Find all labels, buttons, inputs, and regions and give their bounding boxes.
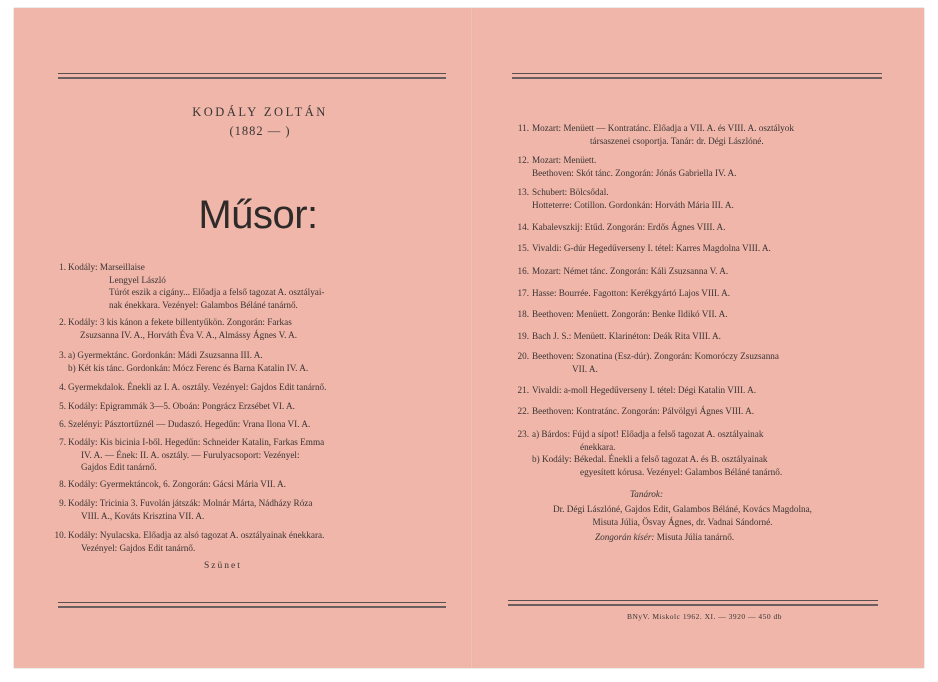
program-item — [59, 497, 313, 522]
program-item — [59, 349, 309, 374]
program-item — [517, 308, 728, 321]
program-item — [517, 154, 737, 179]
item-number: 22. — [517, 406, 529, 416]
composer-years: (1882 — ) — [229, 124, 291, 138]
program-item — [517, 405, 755, 418]
item-number: 12. — [517, 155, 529, 165]
item-number: 16. — [517, 266, 529, 276]
item-number: 8. — [59, 479, 66, 489]
item-number: 9. — [59, 498, 66, 508]
item-line: Zsuzsanna IV. A., Horváth Éva V. A., Almássy Ágnes V. A. — [80, 329, 298, 340]
program-item — [59, 418, 311, 431]
item-line: nak énekkara. Vezényel: Galambos Béláné tanárnő. — [109, 299, 298, 310]
item-line: Kodály: Kis bicinia I-ből. Hegedűn: Schneider Katalin, Farkas Emma — [68, 437, 325, 447]
item-number: 4. — [59, 382, 66, 392]
program-item — [54, 529, 325, 554]
item-line: Túrót eszik a cigány... Előadja a felső tagozat A. osztályai- — [109, 287, 325, 297]
item-line: a) Gyermektánc. Gordonkán: Mádi Zsuzsanna III. A. — [68, 350, 263, 360]
item-line: a) Bárdos: Fújd a sípot! Előadja a felső tagozat A. osztályainak — [532, 429, 764, 439]
item-number: 5. — [59, 401, 66, 411]
program-item — [517, 186, 734, 211]
item-line: Hotteterre: Cotillon. Gordonkán: Horváth Mária III. A. — [532, 199, 734, 210]
item-number: 15. — [517, 243, 529, 253]
item-line: Beethoven: Kontratánc. Zongorán: Pálvölgyi Ágnes VIII. A. — [532, 406, 755, 416]
item-line: Kodály: Gyermektáncok, 6. Zongorán: Gácsi Mária VII. A. — [68, 479, 286, 489]
program-item — [517, 330, 721, 343]
item-number: 6. — [59, 419, 66, 429]
item-line: Kodály: 3 kis kánon a fekete billentyűkön. Zongorán: Farkas — [68, 317, 292, 327]
teachers-line: Dr. Dégi Lászlóné, Gajdos Edit, Galambos Béláné, Kovács Magdolna, — [553, 504, 812, 514]
item-line: Vivaldi: G-dúr Hegedűverseny I. tétel: Karres Magdolna VIII. A. — [532, 243, 771, 253]
top-rule-left — [58, 73, 446, 79]
item-line: Kodály: Epigrammák 3—5. Oboán: Pongrácz Erzsébet VI. A. — [68, 401, 295, 411]
item-line: Beethoven: Szonatina (Esz-dúr). Zongorán: Komoróczy Zsuzsanna — [532, 351, 779, 361]
item-number: 3. — [59, 350, 66, 360]
item-line: Mozart: Német tánc. Zongorán: Káli Zsuzsanna V. A. — [532, 266, 729, 276]
program-item — [59, 261, 325, 311]
program-item — [59, 478, 286, 491]
teachers-heading: Tanárok: — [630, 489, 664, 499]
program-item — [59, 436, 325, 474]
item-line: Lengyel László — [109, 274, 166, 285]
program-item — [517, 428, 783, 478]
accompanist — [595, 532, 734, 542]
item-number: 14. — [517, 222, 529, 232]
item-line: VIII. A., Kováts Krisztina VII. A. — [81, 510, 205, 521]
item-line: egyesített kórusa. Vezényel: Galambos Béláné tanárnő. — [580, 466, 783, 477]
item-line: VII. A. — [572, 363, 598, 374]
page-title: Műsor: — [198, 193, 318, 237]
item-number: 11. — [517, 123, 529, 133]
bottom-rule-left — [58, 602, 446, 608]
item-line: énekkara. — [580, 441, 616, 452]
item-number: 20. — [517, 351, 529, 361]
item-line: Kodály: Marseillaise — [68, 262, 145, 272]
center-fold — [470, 8, 473, 668]
item-line: IV. A. — Ének: II. A. osztály. — Furulyacsoport: Vezényel: — [81, 449, 300, 460]
item-number: 2. — [59, 317, 66, 327]
bottom-rule-right — [508, 600, 878, 606]
accompanist-label: Zongorán kísér: — [595, 532, 655, 542]
item-line: Bach J. S.: Menüett. Klarinéton: Deák Rita VIII. A. — [532, 331, 721, 341]
program-item — [59, 400, 295, 413]
item-number: 7. — [59, 437, 66, 447]
teachers-line: Misuta Júlia, Ösvay Ágnes, dr. Vadnai Sándorné. — [592, 516, 773, 527]
item-line: b) Kodály: Békedal. Énekli a felső tagozat A. és B. osztályainak — [532, 454, 768, 464]
program-item — [517, 384, 757, 397]
item-line: Vezényel: Gajdos Edit tanárnő. — [81, 542, 196, 553]
item-number: 18. — [517, 309, 529, 319]
item-line: Mozart: Menüett. — [532, 155, 597, 165]
item-number: 1. — [59, 262, 66, 272]
item-line: Gajdos Edit tanárnő. — [81, 462, 157, 472]
program-item — [517, 242, 771, 255]
item-number: 23. — [517, 429, 529, 439]
program-item — [517, 350, 779, 375]
item-line: Schubert: Bölcsődal. — [532, 187, 609, 197]
item-line: Kodály: Nyulacska. Előadja az alsó tagozat A. osztályainak énekkara. — [68, 530, 325, 540]
program-item — [517, 122, 794, 147]
item-line: társaszenei csoportja. Tanár: dr. Dégi Lászlóné. — [590, 135, 764, 146]
item-number: 21. — [517, 385, 529, 395]
item-line: Kodály: Tricinia 3. Fuvolán játszák: Molnár Márta, Nádházy Róza — [68, 498, 313, 508]
teachers-list — [510, 503, 855, 528]
accompanist-name: Misuta Júlia tanárnő. — [656, 532, 735, 542]
composer-name: KODÁLY ZOLTÁN — [192, 105, 328, 119]
item-number: 10. — [54, 530, 66, 540]
item-line: Mozart: Menüett — Kontratánc. Előadja a VII. A. és VIII. A. osztályok — [532, 123, 794, 133]
item-number: 17. — [517, 288, 529, 298]
program-item — [517, 287, 731, 300]
item-line: Kabalevszkij: Etűd. Zongorán: Erdős Ágnes VIII. A. — [532, 222, 726, 232]
item-line: Szelényi: Pásztortűznél — Dudaszó. Hegedűn: Vrana Ilona VI. A. — [68, 419, 311, 429]
item-line: Beethoven: Menüett. Zongorán: Benke Ildikó VII. A. — [532, 309, 728, 319]
top-rule-right — [512, 73, 882, 79]
intermission: Szünet — [204, 561, 242, 571]
program-item — [59, 381, 327, 394]
item-line: Hasse: Bourrée. Fagotton: Kerékgyártó Lajos VIII. A. — [532, 288, 731, 298]
item-line: Vivaldi: a-moll Hegedűverseny I. tétel: Dégi Katalin VIII. A. — [532, 385, 757, 395]
program-item — [517, 221, 726, 234]
item-number: 19. — [517, 331, 529, 341]
item-line: Beethoven: Skót tánc. Zongorán: Jónás Gabriella IV. A. — [532, 167, 737, 178]
item-line: Gyermekdalok. Énekli az I. A. osztály. Vezényel: Gajdos Edit tanárnő. — [68, 382, 327, 392]
printer-imprint: BNyV. Miskolc 1962. XI. — 3920 — 450 db — [627, 612, 782, 621]
item-number: 13. — [517, 187, 529, 197]
program-item — [517, 265, 729, 278]
program-item — [59, 316, 298, 341]
item-line: b) Két kis tánc. Gordonkán: Mócz Ferenc és Barna Katalin IV. A. — [68, 362, 309, 373]
